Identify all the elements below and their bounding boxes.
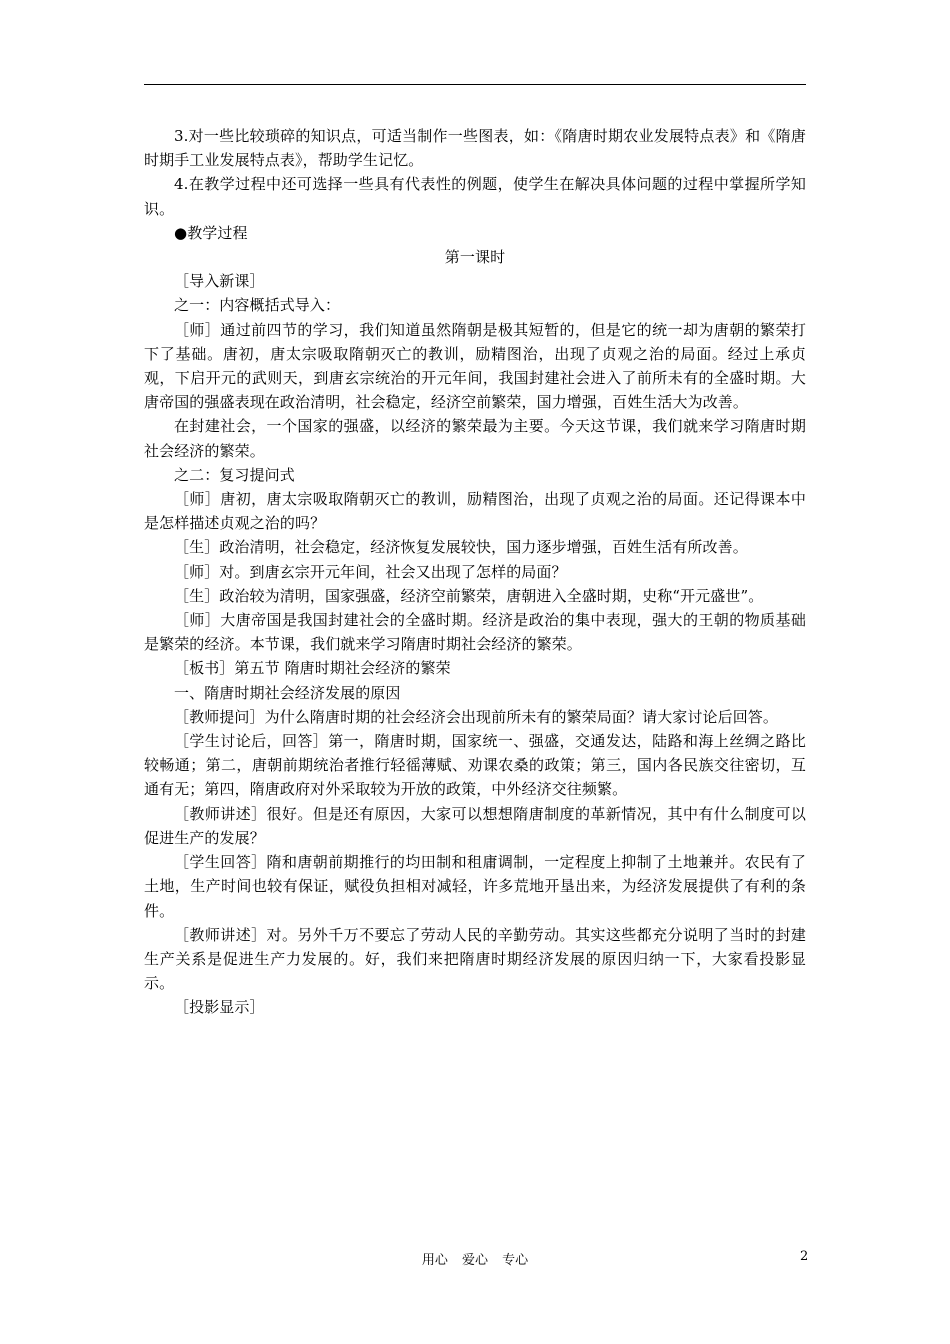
paragraph: 一、隋唐时期社会经济发展的原因 (174, 683, 401, 702)
footer-text: 用心 爱心 专心 (421, 1253, 529, 1268)
paragraph: ［生］政治清明，社会稳定，经济恢复发展较快，国力逐步增强，百姓生活有所改善。 (174, 538, 748, 557)
page-number: 2 (800, 1249, 809, 1264)
paragraph: ［师］唐初，唐太宗吸取隋朝灭亡的教训，励精图治，出现了贞观之治的局面。还记得课本中是怎样描述贞观之治的吗？ (144, 490, 806, 533)
paragraph: ［学生讨论后，回答］第一，隋唐时期，国家统一、强盛，交通发达，陆路和海上丝绸之路比较畅通；第二，唐朝前期统治者推行轻徭薄赋、劝课农桑的政策；第三，国内各民族交往密切，互通有无；第四，隋唐政府对外采取较为开放的政策，中外经济交往频繁。 (144, 732, 806, 799)
paragraph: ［教师讲述］对。另外千万不要忘了劳动人民的辛勤劳动。其实这些都充分说明了当时的封建生产关系是促进生产力发展的。好，我们来把隋唐时期经济发展的原因归纳一下，大家看投影显示。 (144, 925, 806, 993)
paragraph: ［师］大唐帝国是我国封建社会的全盛时期。经济是政治的集中表现，强大的王朝的物质基础是繁荣的经济。本节课，我们就来学习隋唐时期社会经济的繁荣。 (144, 611, 806, 654)
paragraph: ［导入新课］ (174, 272, 265, 291)
document-body (144, 124, 806, 1020)
paragraph: 3.对一些比较琐碎的知识点，可适当制作一些图表，如：《隋唐时期农业发展特点表》和《隋唐时期手工业发展特点表》，帮助学生记忆。 (144, 127, 806, 170)
paragraph: ［投影显示］ (174, 998, 265, 1017)
paragraph: ［教师提问］为什么隋唐时期的社会经济会出现前所未有的繁荣局面？请大家讨论后回答。 (174, 707, 779, 726)
paragraph: ［学生回答］隋和唐朝前期推行的均田制和租庸调制，一定程度上抑制了土地兼并。农民有了土地，生产时间也较有保证，赋役负担相对减轻，许多荒地开垦出来，为经济发展提供了有利的条件。 (144, 853, 806, 920)
paragraph: ［板书］第五节 隋唐时期社会经济的繁荣 (174, 659, 451, 678)
header-rule (144, 84, 806, 85)
paragraph: ［师］对。到唐玄宗开元年间，社会又出现了怎样的局面？ (174, 562, 567, 581)
paragraph: ［师］通过前四节的学习，我们知道虽然隋朝是极其短暂的，但是它的统一却为唐朝的繁荣打下了基础。唐初，唐太宗吸取隋朝灭亡的教训，励精图治，出现了贞观之治的局面。经过上承贞观，下启开元的武则天，到唐玄宗统治的开元年间，我国封建社会进入了前所未有的全盛时期。大唐帝国的强盛表现在政治清明，社会稳定，经济空前繁荣，国力增强，百姓生活大为改善。 (144, 320, 806, 412)
paragraph: ［教师讲述］很好。但是还有原因，大家可以想想隋唐制度的革新情况，其中有什么制度可以促进生产的发展？ (144, 804, 806, 847)
paragraph: ［生］政治较为清明，国家强盛，经济空前繁荣，唐朝进入全盛时期，史称“开元盛世”。 (174, 586, 764, 605)
lesson-title: 第一课时 (444, 248, 506, 267)
paragraph: 之二：复习提问式 (174, 465, 295, 484)
paragraph: 之一：内容概括式导入： (174, 296, 341, 315)
paragraph: 在封建社会，一个国家的强盛，以经济的繁荣最为主要。今天这节课，我们就来学习隋唐时期社会经济的繁荣。 (144, 417, 806, 460)
section-heading: ●教学过程 (174, 223, 248, 242)
paragraph: 4.在教学过程中还可选择一些具有代表性的例题，使学生在解决具体问题的过程中掌握所学知识。 (144, 175, 806, 218)
